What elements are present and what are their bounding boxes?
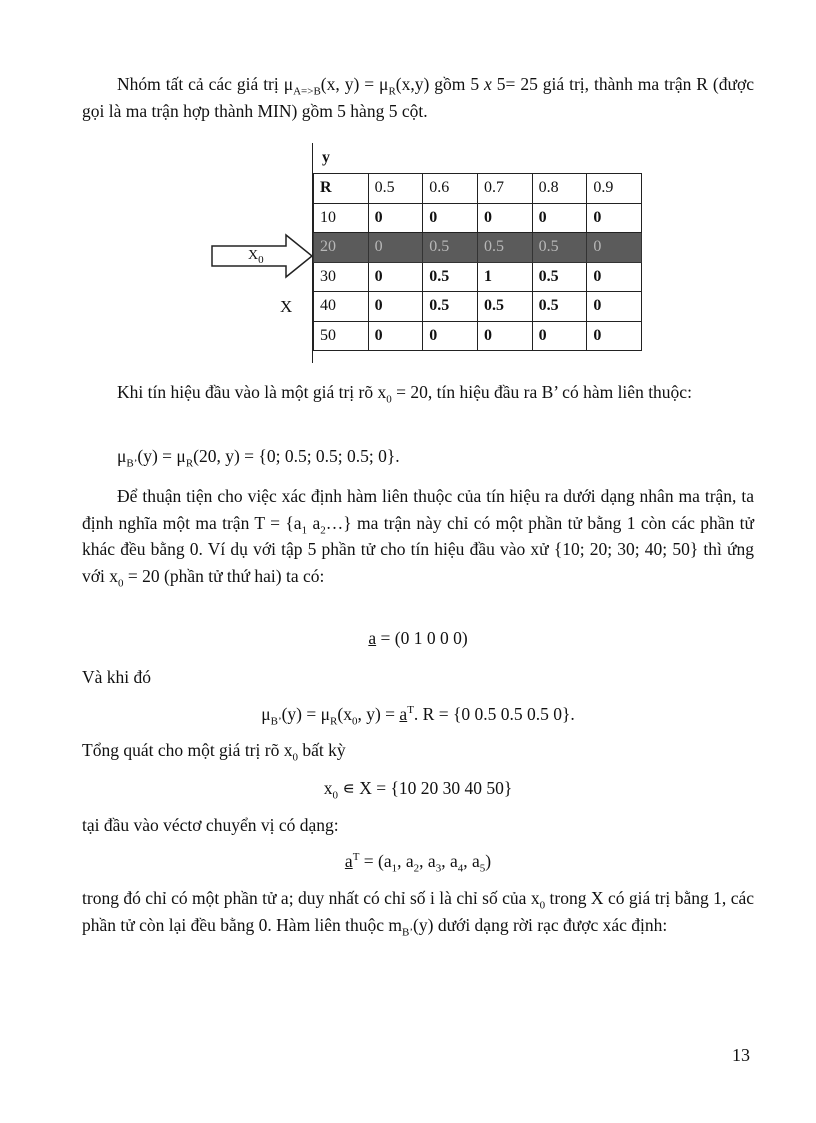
page-number: 13 — [732, 1045, 750, 1065]
relation-matrix-table — [313, 173, 642, 351]
equation-mu-b-x0: $\mu_{B’}(y) = \mu_R(x_0$, $y) = a^T$. R = {0 0.5 0.5 0.5 0}. — [261, 704, 575, 728]
paragraph-intro: Nhóm tất cả các giá trị $\mu_{A=>B}(x$, $y) = \mu_R(x,y)$ gồm 5 x 5= 25 giá trị, thành ma trận R (được gọi là ma trận hợp thành MIN) gồm 5 hàng 5 cột. — [82, 74, 754, 121]
matrix-col-header: 0.6 — [423, 174, 478, 204]
matrix-row — [314, 203, 642, 233]
matrix-cell: 1 — [477, 262, 532, 292]
matrix-cell: 0.5 — [423, 233, 478, 263]
paragraph-matrix-definition: Để thuận tiện cho việc xác định hàm liên thuộc của tín hiệu ra dưới dạng nhân ma trận, ta định nghĩa một ma trận $T = \{a_1$ $a_2\dots$} ma trận này chỉ có một phần tử bằng 1 còn các phần tử khác đều bằng 0. Ví dụ với tập 5 phần tử cho tín hiệu đầu vào xử {10; 20; 30; 40; 50} thì ứng với $x_0 = 20$ (phần tử thứ hai) ta có: — [82, 486, 754, 589]
line-general: Tổng quát cho một giá trị rõ $x_0$ bất kỳ — [82, 740, 346, 764]
matrix-cell: 0 — [587, 321, 642, 351]
matrix-col-header: 0.8 — [532, 174, 587, 204]
matrix-cell: 0.5 — [532, 233, 587, 263]
x0-arrow-label: $X_0$ — [248, 248, 264, 266]
matrix-cell: 0.5 — [532, 292, 587, 322]
matrix-col-header: 0.7 — [477, 174, 532, 204]
matrix-col-header: 0.9 — [587, 174, 642, 204]
matrix-cell: 0 — [368, 262, 423, 292]
matrix-cell: 0.5 — [423, 292, 478, 322]
min-relation-matrix-figure — [186, 137, 642, 363]
matrix-row-header: 40 — [314, 292, 369, 322]
matrix-cell: 0.5 — [477, 233, 532, 263]
x-axis-label: X — [280, 297, 293, 316]
matrix-cell: 0 — [532, 203, 587, 233]
matrix-row-header: 20 — [314, 233, 369, 263]
y-axis-label: y — [322, 149, 330, 166]
matrix-cell: 0 — [532, 321, 587, 351]
matrix-cell: 0 — [587, 262, 642, 292]
equation-x0-in-x: $x_0$ ∊ X = {10 20 30 40 50} — [323, 778, 513, 802]
paragraph-discrete-membership: trong đó chỉ có một phần tử a; duy nhất có chỉ số i là chỉ số của $x_0$ trong X có giá trị bằng 1, các phần tử còn lại đều bằng 0. Hàm liên thuộc $m_{B’}(y)$ dưới dạng rời rạc được xác định: — [82, 888, 754, 938]
matrix-cell: 0 — [587, 233, 642, 263]
matrix-cell: 0.5 — [477, 292, 532, 322]
matrix-row-highlighted — [314, 233, 642, 263]
line-and-then: Và khi đó — [82, 667, 152, 687]
matrix-header-row — [314, 174, 642, 204]
matrix-cell: 0.5 — [532, 262, 587, 292]
paragraph-crisp-input: Khi tín hiệu đầu vào là một giá trị rõ $x_0 = 20$, tín hiệu đầu ra B’ có hàm liên thuộc: — [117, 382, 692, 406]
matrix-row — [314, 321, 642, 351]
equation-a-transpose: $a^T = (a_1$, $a_2$, $a_3$, $a_4$, $a_5$) — [344, 851, 492, 875]
matrix-row-header: 10 — [314, 203, 369, 233]
matrix-cell: 0 — [368, 292, 423, 322]
matrix-row-header: 30 — [314, 262, 369, 292]
matrix-cell: 0 — [477, 203, 532, 233]
matrix-cell: 0 — [587, 292, 642, 322]
equation-vector-a: a = (0 1 0 0 0) — [368, 628, 468, 648]
matrix-row-header: 50 — [314, 321, 369, 351]
matrix-corner-label: R — [314, 174, 369, 204]
matrix-cell: 0 — [368, 203, 423, 233]
equation-mu-b-20: $\mu_{B’}(y) = \mu_R(20$, y) = {0; 0.5; 0.5; 0.5; 0}. — [117, 446, 400, 470]
matrix-cell: 0 — [477, 321, 532, 351]
matrix-cell: 0 — [368, 321, 423, 351]
matrix-row — [314, 262, 642, 292]
matrix-cell: 0.5 — [423, 262, 478, 292]
matrix-cell: 0 — [587, 203, 642, 233]
matrix-col-header: 0.5 — [368, 174, 423, 204]
matrix-row — [314, 292, 642, 322]
line-transposed-vector: tại đầu vào véctơ chuyển vị có dạng: — [82, 815, 339, 835]
matrix-cell: 0 — [423, 321, 478, 351]
matrix-cell: 0 — [368, 233, 423, 263]
matrix-cell: 0 — [423, 203, 478, 233]
